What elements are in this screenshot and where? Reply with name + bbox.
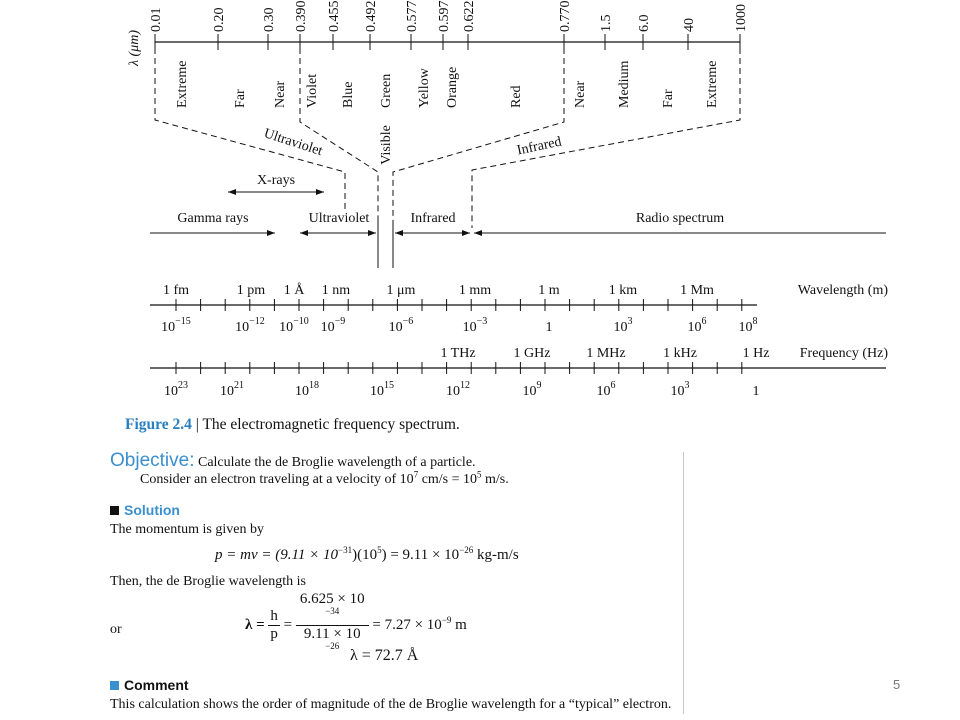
exponent-power: 15 xyxy=(384,380,394,391)
wavelength-axis-label: Wavelength (m) xyxy=(797,283,888,298)
frequency-exponent-label xyxy=(370,380,394,399)
exponent-power: −12 xyxy=(249,316,265,327)
objective-line xyxy=(110,450,476,472)
lambda-tick-label: 0.01 xyxy=(149,7,164,32)
lambda-eq-rhs: = 7.27 × 10 xyxy=(368,616,442,633)
infrared-group-label: Infrared xyxy=(515,134,563,159)
wavelength-unit-label: 1 km xyxy=(608,283,638,298)
frequency-exponent-label: 1 xyxy=(752,384,760,399)
solution-square-icon xyxy=(110,506,119,515)
lambda-tick-label: 0.770 xyxy=(558,0,573,32)
momentum-intro: The momentum is given by xyxy=(110,522,264,537)
lambda-tick-label: 0.492 xyxy=(364,0,379,32)
exponent-power: −6 xyxy=(402,316,414,327)
frequency-axis-label: Frequency (Hz) xyxy=(799,346,888,361)
frequency-exponent-label xyxy=(164,380,188,399)
momentum-eq-exp-2: 5 xyxy=(377,545,382,555)
lambda-band-label: Green xyxy=(379,73,394,108)
exponent-base: 10 xyxy=(613,320,628,335)
solution-heading xyxy=(110,502,180,518)
wavelength-unit-label: 1 mm xyxy=(458,283,492,298)
exponent-base: 10 xyxy=(596,384,611,399)
exponent-power: 6 xyxy=(610,380,616,391)
visible-group-label: Visible xyxy=(379,125,394,165)
h-numerator: h xyxy=(270,608,278,624)
consider-text-b: cm/s = 10 xyxy=(418,472,478,487)
lambda-band-label: Near xyxy=(573,80,588,108)
exponent-base: 10 xyxy=(370,384,384,399)
wavelength-exponent-label xyxy=(739,316,758,335)
consider-exp-2: 5 xyxy=(477,469,482,480)
wavelength-unit-label: 1 Å xyxy=(283,283,305,298)
momentum-eq-exp-3: −26 xyxy=(459,545,474,555)
then-text: Then, the de Broglie wavelength is xyxy=(110,574,306,589)
wavelength-exponent-label xyxy=(235,316,265,335)
frequency-exponent-label xyxy=(295,380,319,399)
wavelength-exponent-label xyxy=(161,316,191,335)
exponent-base: 10 xyxy=(462,320,477,335)
lambda-tick-label: 0.455 xyxy=(327,0,342,32)
xrays-label: X-rays xyxy=(256,173,296,188)
exponent-base: 10 xyxy=(670,384,685,399)
exponent-power: 21 xyxy=(234,380,244,391)
example-box xyxy=(110,450,690,720)
frequency-exponent-label xyxy=(597,380,616,399)
momentum-equation xyxy=(215,547,519,564)
frequency-unit-label: 1 Hz xyxy=(742,346,770,361)
lambda-axis-label: λ (μm) xyxy=(127,29,142,67)
exponent-base: 10 xyxy=(279,320,294,335)
lambda-band-label: Far xyxy=(233,89,248,108)
denominator-mantissa: 9.11 × 10 xyxy=(303,626,361,642)
comment-heading xyxy=(110,677,189,693)
lambda-band-label: Blue xyxy=(341,81,356,108)
lambda-band-label: Near xyxy=(273,80,288,108)
exponent-base: 10 xyxy=(522,384,537,399)
lambda-eq-unit: m xyxy=(451,616,467,633)
wavelength-exponent-label xyxy=(321,316,346,335)
exponent-base: 10 xyxy=(446,384,460,399)
comment-heading-text: Comment xyxy=(124,677,189,693)
lambda-tick-label: 40 xyxy=(682,18,697,32)
exponent-base: 10 xyxy=(161,320,176,335)
objective-text: Calculate the de Broglie wavelength of a particle. xyxy=(197,455,476,470)
exponent-power: 3 xyxy=(684,380,690,391)
momentum-eq-d: kg-m/s xyxy=(473,547,519,563)
lambda-tick-label: 0.390 xyxy=(294,0,309,32)
exponent-power: −10 xyxy=(293,316,309,327)
exponent-power: 8 xyxy=(752,316,758,327)
lambda-band-labels xyxy=(175,60,720,108)
exponent-power: −3 xyxy=(476,316,488,327)
lambda-tick-label: 0.622 xyxy=(462,0,477,32)
lambda-tick-label: 0.20 xyxy=(212,7,227,32)
figure-caption-label: Figure 2.4 xyxy=(125,416,192,433)
lambda-tick-label: 0.597 xyxy=(437,0,452,32)
momentum-eq-exp-1: −31 xyxy=(338,545,353,555)
objective-heading: Objective: xyxy=(110,450,195,471)
exponent-base: 10 xyxy=(320,320,335,335)
or-text: or xyxy=(110,622,122,637)
wavelength-exponent-label xyxy=(614,316,633,335)
exponent-base: 10 xyxy=(235,320,250,335)
comment-square-icon xyxy=(110,681,119,690)
wavelength-unit-labels xyxy=(163,282,714,298)
consider-exp-1: 7 xyxy=(413,469,419,480)
lambda-band-label: Extreme xyxy=(705,60,720,108)
frequency-exponent-label xyxy=(220,380,244,399)
wavelength-unit-label: 1 pm xyxy=(236,283,266,298)
figure-caption xyxy=(125,416,460,434)
exponent-base: 10 xyxy=(388,320,403,335)
exponent-power: −15 xyxy=(175,316,191,327)
frequency-unit-label: 1 kHz xyxy=(663,346,697,361)
consider-text-a: Consider an electron traveling at a velocity of 10 xyxy=(140,472,414,487)
exponent-power: 3 xyxy=(627,316,633,327)
lambda-band-label: Medium xyxy=(617,60,632,108)
wavelength-exponent-label xyxy=(279,316,309,335)
momentum-eq-b: )(10 xyxy=(352,547,378,563)
wavelength-unit-label: 1 nm xyxy=(321,283,351,298)
p-denominator: p xyxy=(270,626,278,642)
wavelength-exponent-label xyxy=(463,316,488,335)
wavelength-exponent-label: 1 xyxy=(545,320,553,335)
frequency-exponent-labels xyxy=(164,380,760,399)
exponent-power: −9 xyxy=(334,316,346,327)
exponent-base: 10 xyxy=(687,320,702,335)
h-over-p-fraction xyxy=(268,608,280,643)
lambda-band-label: Yellow xyxy=(417,68,432,108)
infrared-region-label: Infrared xyxy=(410,211,456,226)
denominator-exp: −26 xyxy=(325,641,340,651)
consider-line xyxy=(140,469,509,488)
wavelength-exponent-label xyxy=(389,316,414,335)
numerator-mantissa: 6.625 × 10 xyxy=(299,591,365,607)
frequency-unit-label: 1 MHz xyxy=(586,346,626,361)
figure-caption-text: The electromagnetic frequency spectrum. xyxy=(202,416,460,433)
lambda-band-label: Orange xyxy=(445,66,460,108)
solution-heading-text: Solution xyxy=(124,502,180,518)
lambda-band-label: Far xyxy=(661,89,676,108)
wavelength-exponent-labels xyxy=(161,316,757,335)
radio-spectrum-label: Radio spectrum xyxy=(635,211,725,226)
lambda-tick-label: 6.0 xyxy=(637,14,652,32)
exponent-base: 10 xyxy=(738,320,753,335)
exponent-power: 12 xyxy=(460,380,470,391)
momentum-eq-a: p = mv = (9.11 × 10 xyxy=(215,547,338,563)
consider-text-c: m/s. xyxy=(481,472,509,487)
momentum-eq-c: ) = 9.11 × 10 xyxy=(381,547,460,563)
frequency-exponent-label xyxy=(523,380,542,399)
exponent-base: 10 xyxy=(295,384,309,399)
frequency-unit-label: 1 THz xyxy=(440,346,476,361)
exponent-base: 10 xyxy=(220,384,234,399)
lambda-tick-label: 0.577 xyxy=(405,0,420,32)
lambda-band-label: Violet xyxy=(305,73,320,108)
frequency-unit-labels xyxy=(440,346,769,361)
exponent-power: 6 xyxy=(701,316,707,327)
lambda-eq-rhs-exp: −9 xyxy=(441,614,452,625)
wavelength-exponent-label xyxy=(688,316,707,335)
numerator-exp: −34 xyxy=(325,606,340,616)
frequency-exponent-label xyxy=(446,380,470,399)
wavelength-unit-label: 1 fm xyxy=(162,283,190,298)
wavelength-unit-label: 1 m xyxy=(538,283,560,298)
lambda-tick-label: 1000 xyxy=(734,4,749,32)
lambda-band-label: Red xyxy=(509,85,524,108)
lambda-result: λ = 72.7 Å xyxy=(350,647,419,664)
lambda-tick-label: 0.30 xyxy=(262,7,277,32)
exponent-power: 9 xyxy=(536,380,542,391)
numeric-numerator xyxy=(296,591,369,626)
ultraviolet-group-label: Ultraviolet xyxy=(261,126,325,160)
frequency-exponent-label xyxy=(671,380,690,399)
page-number: 5 xyxy=(893,677,901,692)
gamma-rays-label: Gamma rays xyxy=(177,211,249,226)
frequency-unit-label: 1 GHz xyxy=(513,346,551,361)
exponent-base: 10 xyxy=(164,384,178,399)
ultraviolet-region-label: Ultraviolet xyxy=(308,211,370,226)
wavelength-unit-label: 1 μm xyxy=(386,283,416,298)
lambda-eq-equals: = xyxy=(279,616,296,633)
lambda-tick-label: 1.5 xyxy=(599,14,614,32)
exponent-power: 18 xyxy=(309,380,319,391)
lambda-eq-lhs: λ = xyxy=(245,616,269,633)
comment-text: This calculation shows the order of magnitude of the de Broglie wavelength for a “typical” electron. xyxy=(110,697,672,712)
figure-caption-separator: | xyxy=(191,416,203,433)
lambda-band-label: Extreme xyxy=(175,60,190,108)
exponent-power: 23 xyxy=(178,380,188,391)
wavelength-unit-label: 1 Mm xyxy=(680,283,714,298)
